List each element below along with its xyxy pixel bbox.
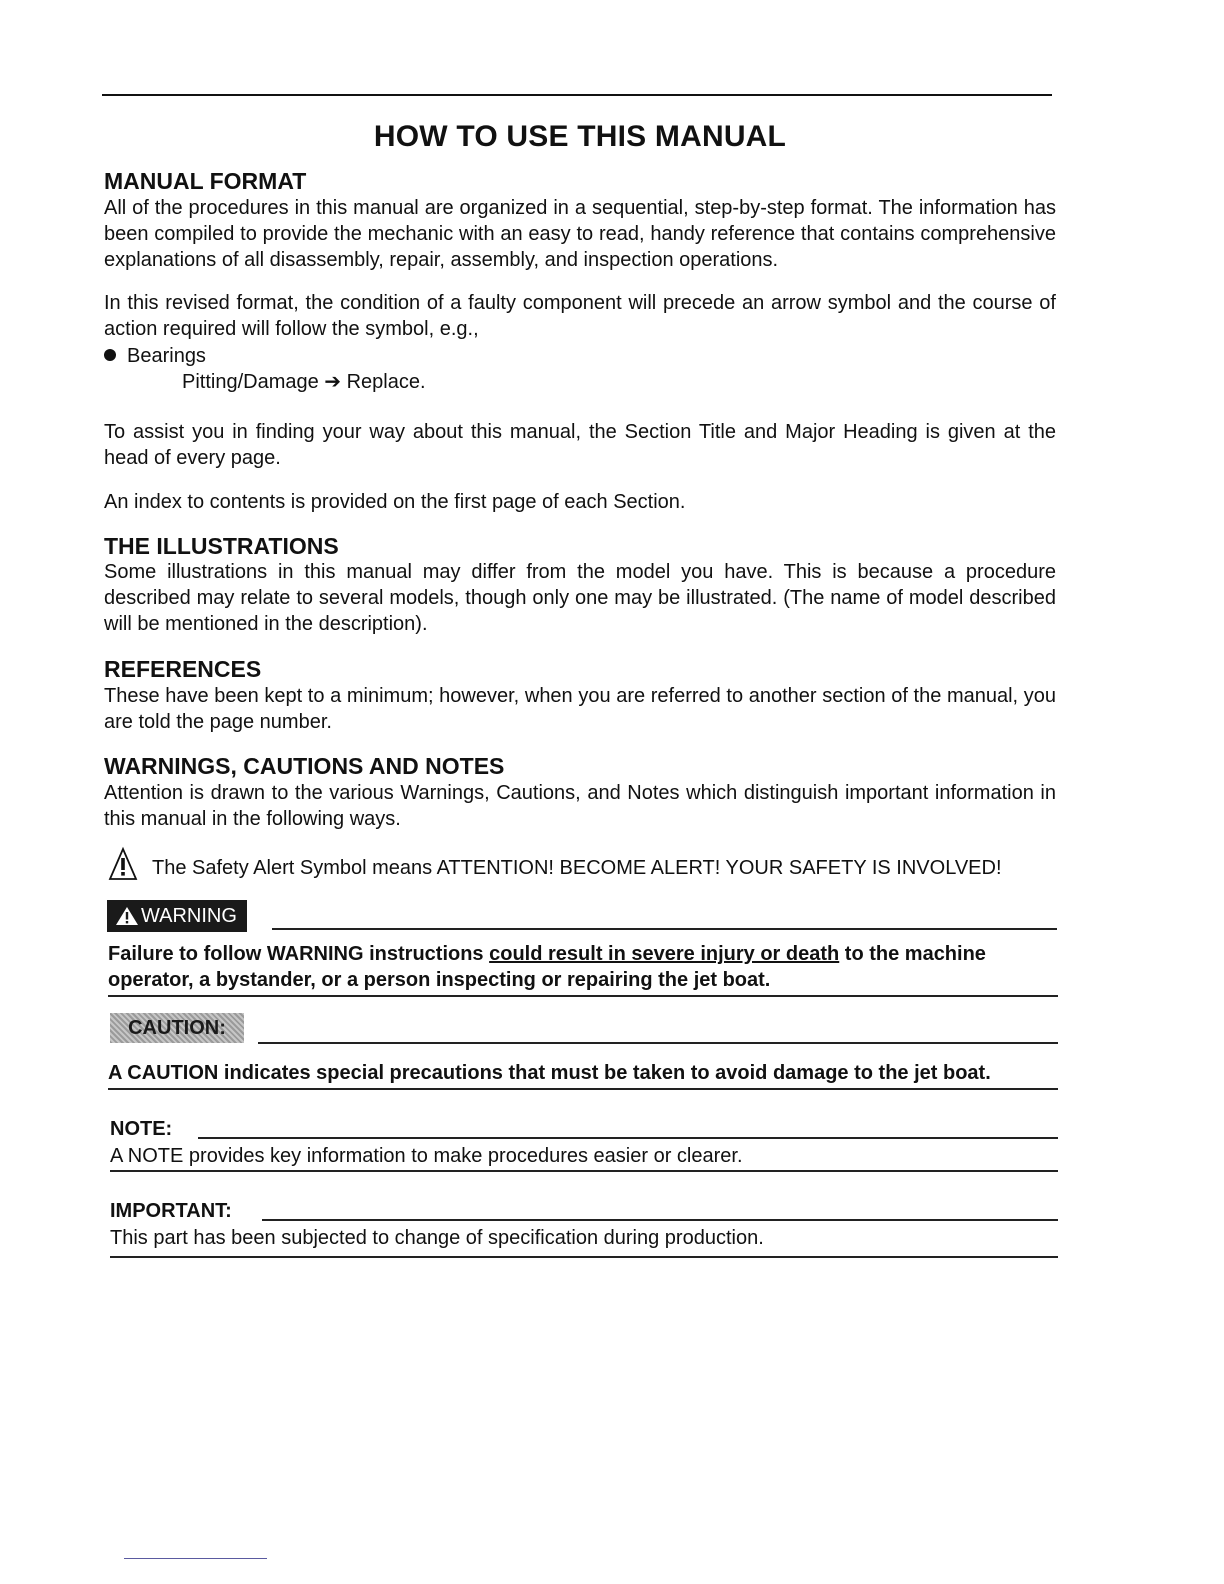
heading-illustrations: THE ILLUSTRATIONS — [104, 533, 339, 559]
important-label: IMPORTANT: — [110, 1200, 232, 1222]
paragraph-references: These have been kept to a minimum; however, when you are referred to another section of the manual, you are told the page number. — [104, 685, 1056, 733]
safety-alert-text: The Safety Alert Symbol means ATTENTION! BECOME ALERT! YOUR SAFETY IS INVOLVED! — [152, 857, 1002, 879]
paragraph-manual-format-2: In this revised format, the condition of a faulty component will precede an arrow symbol and the course of action required will follow the symbol, e.g., — [104, 292, 1056, 340]
paragraph-manual-format-3: To assist you in finding your way about this manual, the Section Title and Major Heading is given at the head of every page. — [104, 421, 1056, 469]
caution-label: CAUTION: — [128, 1017, 226, 1039]
note-label: NOTE: — [110, 1118, 173, 1140]
caution-bottom-rule — [108, 1088, 1058, 1090]
important-text: This part has been subjected to change of specification during production. — [110, 1227, 764, 1249]
heading-references: REFERENCES — [104, 656, 262, 682]
paragraph-manual-format-1: All of the procedures in this manual are organized in a sequential, step-by-step format. The information has been compiled to provide the mechanic with an easy to read, handy reference that contains comprehensive explanations of all disassembly, repair, assembly, and inspection operations. — [104, 197, 1056, 271]
caution-text: A CAUTION indicates special precautions that must be taken to avoid damage to the jet boat. — [108, 1062, 991, 1084]
warning-text-part-a: Failure to follow WARNING instructions — [108, 943, 490, 965]
important-header-rule — [262, 1219, 1058, 1221]
warning-badge — [107, 900, 247, 932]
heading-manual-format: MANUAL FORMAT — [104, 168, 307, 194]
warning-text-part-b: to the machine operator, a bystander, or a person inspecting or repairing the jet boat. — [108, 943, 986, 991]
warning-triangle-icon — [104, 846, 142, 882]
bottom-mark — [124, 1558, 267, 1559]
warning-triangle-icon — [115, 906, 139, 926]
example-line: Pitting/Damage ➔ Replace. — [182, 371, 426, 393]
paragraph-illustrations: Some illustrations in this manual may differ from the model you have. This is because a procedure described may relate to several models, though only one may be illustrated. (The name of model described will be mentioned in the description). — [104, 561, 1056, 635]
bullet-item — [104, 343, 206, 369]
warning-text — [108, 941, 1060, 993]
safety-alert-line — [104, 846, 1064, 883]
caution-badge — [110, 1013, 244, 1043]
bullet-text: Bearings — [127, 345, 206, 367]
important-bottom-rule — [110, 1256, 1058, 1258]
note-text: A NOTE provides key information to make procedures easier or clearer. — [110, 1145, 743, 1167]
top-rule — [102, 94, 1052, 96]
heading-warnings: WARNINGS, CAUTIONS AND NOTES — [104, 753, 505, 779]
paragraph-manual-format-4: An index to contents is provided on the first page of each Section. — [104, 491, 686, 513]
caution-header-rule — [258, 1042, 1058, 1044]
warning-header-rule — [272, 928, 1057, 930]
warning-text-underlined: could result in severe injury or death — [489, 943, 840, 965]
warning-label: WARNING — [141, 905, 237, 927]
warning-bottom-rule — [108, 995, 1058, 997]
note-bottom-rule — [110, 1170, 1058, 1172]
note-header-rule — [198, 1137, 1058, 1139]
bullet-icon — [104, 349, 116, 361]
page-title: HOW TO USE THIS MANUAL — [373, 120, 787, 153]
paragraph-warnings: Attention is drawn to the various Warnings, Cautions, and Notes which distinguish important information in this manual in the following ways. — [104, 782, 1056, 830]
